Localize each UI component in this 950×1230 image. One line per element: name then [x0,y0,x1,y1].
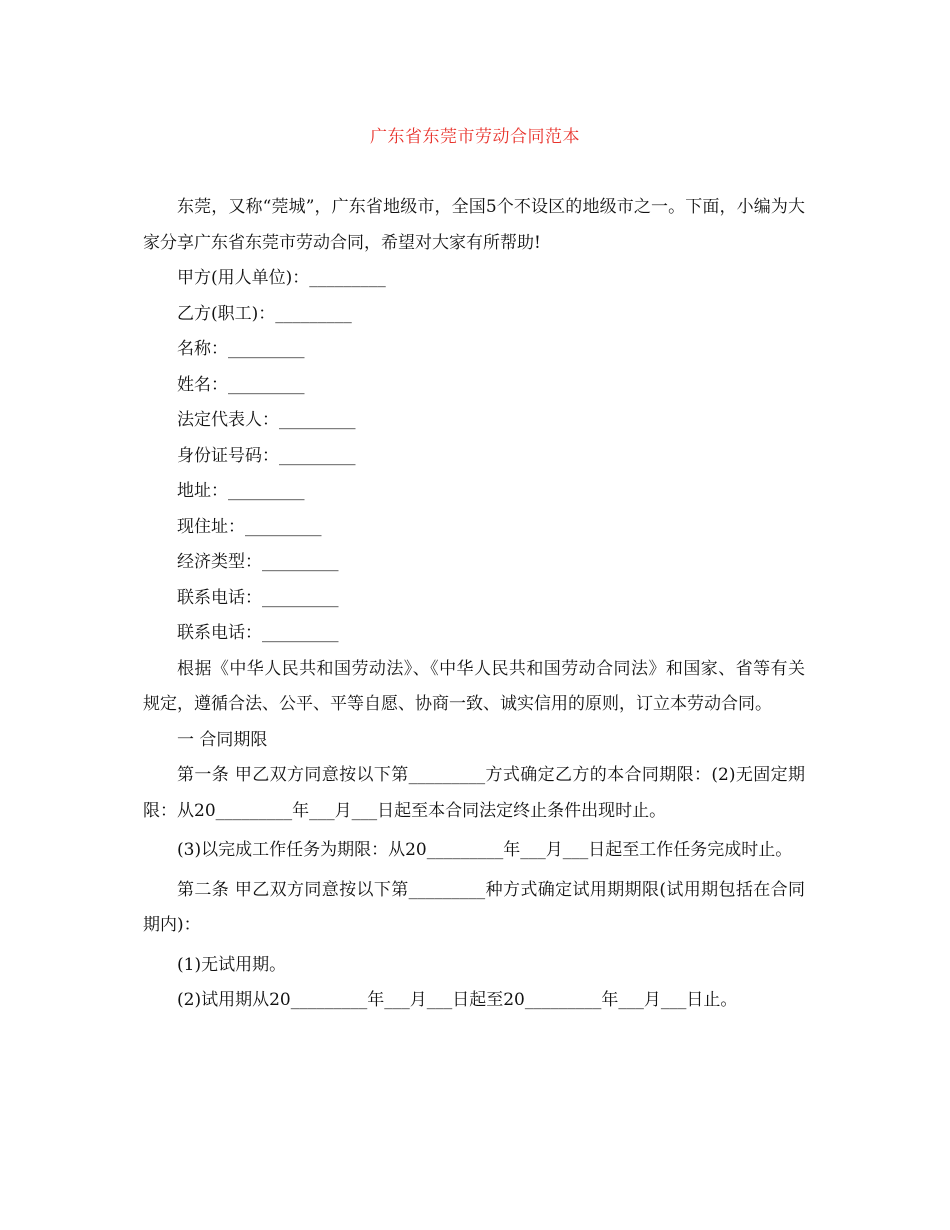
paragraph-intro: 东莞，又称“莞城”，广东省地级市，全国5个不设区的地级市之一。下面，小编为大家分享广东省东莞市劳动合同，希望对大家有所帮助! [143,197,805,253]
article-2-item-2: (2)试用期从20_________年___月___日起至20_________年___月___日止。 [177,990,738,1010]
field-id-number: 身份证号码：_________ [177,445,356,466]
field-phone-1: 联系电话：_________ [177,587,339,608]
paragraph-basis: 根据《中华人民共和国劳动法》、《中华人民共和国劳动合同法》和国家、省等有关规定，遵循合法、公平、平等自愿、协商一致、诚实信用的原则，订立本劳动合同。 [143,658,805,714]
document-title: 广东省东莞市劳动合同范本 [370,127,580,147]
field-party-b: 乙方(职工)：_________ [177,303,352,324]
article-1: 第一条 甲乙双方同意按以下第_________方式确定乙方的本合同期限：(2)无固定期限：从20_________年___月___日起至本合同法定终止条件出现时止。 [143,765,805,821]
field-legal-representative: 法定代表人：_________ [177,410,356,430]
field-address: 地址：_________ [177,481,305,501]
field-current-address: 现住址：_________ [177,516,322,537]
field-name: 名称：_________ [177,339,305,359]
field-party-a: 甲方(用人单位)：_________ [177,268,386,288]
field-phone-2: 联系电话：_________ [177,623,339,643]
field-economic-type: 经济类型：_________ [177,552,339,572]
article-1-item-3: (3)以完成工作任务为期限：从20_________年___月___日起至工作任务完成时止。 [177,840,793,860]
article-2-item-1: (1)无试用期。 [177,954,287,975]
document-body [143,190,805,1019]
field-full-name: 姓名：_________ [177,374,305,395]
article-2: 第二条 甲乙双方同意按以下第_________种方式确定试用期期限(试用期包括在合同期内)： [143,879,805,935]
section-heading-contract-term: 一 合同期限 [177,729,268,750]
